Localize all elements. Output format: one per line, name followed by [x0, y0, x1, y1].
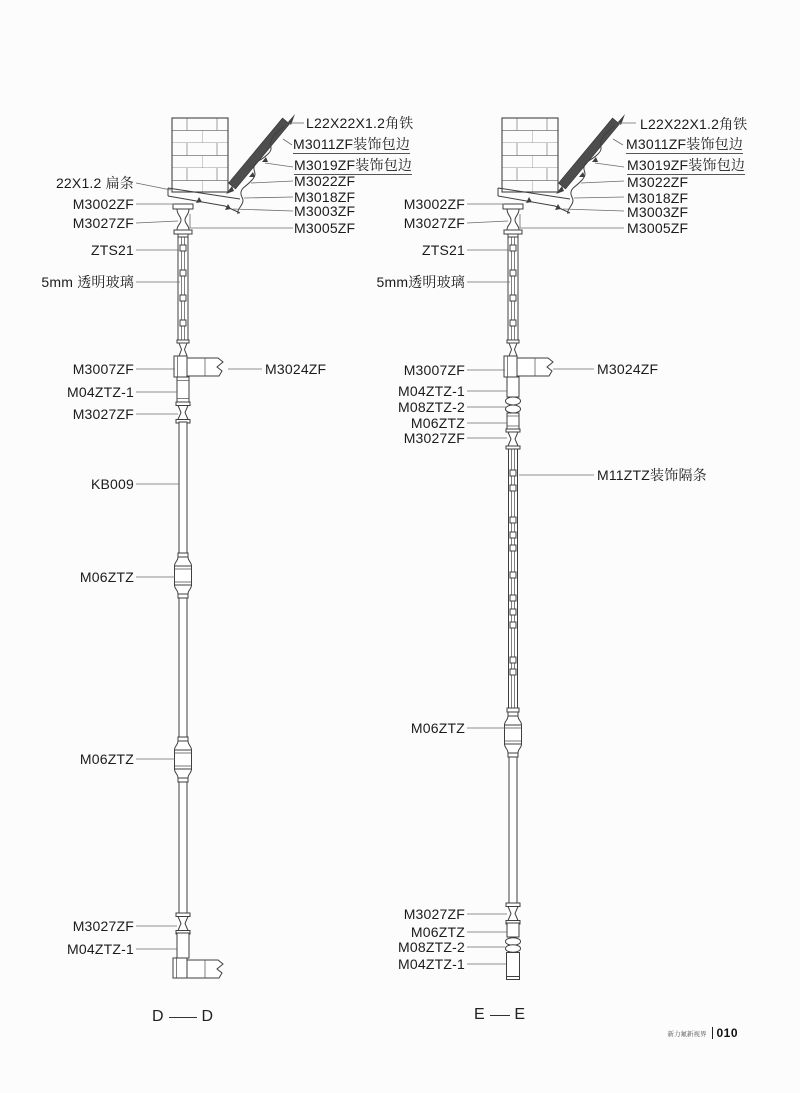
label-m3005zf: M3005ZF [294, 220, 356, 236]
label-m3019zf: M3019ZF装饰包边 [294, 157, 413, 173]
label-m3024zf: M3024ZF [265, 361, 327, 377]
section-caption-ee [474, 1006, 526, 1024]
label-kb009: KB009 [90, 476, 134, 492]
label-m3003zf: M3003ZF [294, 203, 356, 219]
caption-letter: E [474, 1006, 486, 1023]
clip-column [507, 449, 519, 712]
label-m04ztz-bottom: M04ZTZ-1 [398, 956, 465, 972]
m11ztz-spacer [510, 485, 516, 491]
label-m3027zf-bottom: M3027ZF [403, 906, 465, 922]
plain-column [509, 757, 517, 903]
m11ztz-spacer [510, 657, 516, 663]
plain-column [179, 598, 187, 737]
m04-segment-bottom [177, 933, 189, 958]
label-zts21: ZTS21 [90, 242, 134, 258]
kb009-column [179, 422, 187, 553]
label-m3027zf-mid: M3027ZF [403, 430, 465, 446]
label-m3003zf: M3003ZF [627, 204, 689, 220]
m11ztz-spacer [510, 609, 516, 615]
label-m04ztz-mid: M04ZTZ-1 [67, 384, 134, 400]
label-m3027zf-top: M3027ZF [403, 215, 465, 231]
caption-line [169, 1017, 198, 1018]
leader-lines-right-section [467, 123, 636, 964]
label-m3002zf: M3002ZF [72, 196, 134, 212]
m11ztz-spacer [510, 532, 516, 538]
label-m06ztz-lower: M06ZTZ [79, 751, 134, 767]
label-m3022zf: M3022ZF [294, 173, 356, 189]
label-m3027zf-bottom: M3027ZF [72, 918, 134, 934]
m08-ring [506, 945, 521, 953]
label-m11ztz: M11ZTZ装饰隔条 [597, 467, 707, 483]
label-m08ztz-bottom: M08ZTZ-2 [398, 939, 465, 955]
caption-letter: E [514, 1006, 526, 1023]
m3027-joint [506, 429, 520, 449]
m08-ring [506, 938, 521, 946]
label-m3005zf: M3005ZF [627, 220, 689, 236]
label-zts21: ZTS21 [421, 242, 465, 258]
section-dd-drawing [136, 114, 304, 978]
section-ee-drawing [467, 114, 636, 980]
base-box [173, 958, 187, 978]
label-m3011zf: M3011ZF装饰包边 [293, 136, 411, 152]
label-m3018zf: M3018ZF [627, 190, 689, 206]
m08-ring [506, 397, 521, 405]
label-m06ztz-upper: M06ZTZ [79, 569, 134, 585]
plain-column [179, 782, 187, 913]
label-m3027zf-top: M3027ZF [72, 215, 134, 231]
m11ztz-spacer [510, 669, 516, 675]
label-m3024zf: M3024ZF [597, 361, 659, 377]
label-m08ztz-mid: M08ZTZ-2 [398, 399, 465, 415]
label-m3018zf: M3018ZF [294, 189, 356, 205]
label-m3011zf: M3011ZF装饰包边 [626, 136, 744, 152]
m11ztz-spacer [510, 545, 516, 551]
label-m3027zf-mid: M3027ZF [72, 406, 134, 422]
label-m04ztz-bottom: M04ZTZ-1 [67, 941, 134, 957]
label-m06ztz-mid: M06ZTZ [410, 415, 465, 431]
label-m3022zf: M3022ZF [627, 174, 689, 190]
m06-segment-bottom [507, 923, 519, 937]
label-angle-iron: L22X22X1.2角铁 [640, 116, 748, 132]
m11ztz-spacer [510, 517, 516, 523]
label-flat-bar: 22X1.2 扁条 [55, 175, 134, 191]
footer-brand: 新力氟新视界 [667, 1030, 707, 1038]
m11ztz-spacer [510, 470, 516, 476]
label-m3007zf: M3007ZF [72, 361, 134, 377]
m04-segment [507, 377, 519, 397]
label-m06ztz-bottom: M06ZTZ [410, 924, 465, 940]
m11ztz-spacer [510, 595, 516, 601]
label-m3019zf: M3019ZF装饰包边 [627, 157, 746, 173]
label-m3007zf: M3007ZF [403, 362, 465, 378]
caption-letter: D [201, 1008, 214, 1025]
footer-page-number: 010 [716, 1026, 738, 1040]
m04-segment-bottom [507, 953, 520, 977]
label-m04ztz-mid: M04ZTZ-1 [398, 383, 465, 399]
label-angle-iron: L22X22X1.2角铁 [306, 115, 414, 131]
label-m06ztz-lower: M06ZTZ [410, 720, 465, 736]
caption-letter: D [152, 1008, 165, 1025]
label-glass: 5mm 透明玻璃 [41, 274, 134, 290]
label-glass: 5mm透明玻璃 [376, 274, 465, 290]
footer-divider [712, 1027, 713, 1039]
m06-segment [507, 413, 519, 429]
m11ztz-spacer [510, 622, 516, 628]
page-footer [667, 1026, 738, 1040]
section-caption-dd [152, 1008, 214, 1026]
leader-lines-left-section [136, 123, 304, 949]
m11ztz-spacer [510, 572, 516, 578]
label-m3002zf: M3002ZF [403, 196, 465, 212]
m08-ring [506, 405, 521, 413]
caption-line [490, 1015, 511, 1016]
